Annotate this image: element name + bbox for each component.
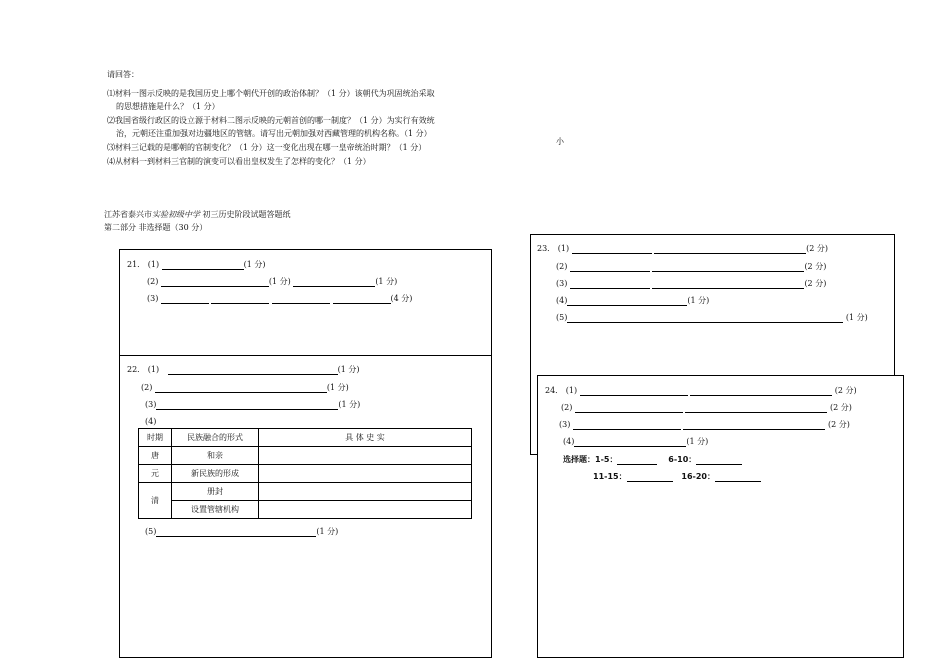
q23-row-1 <box>537 244 828 254</box>
q23-row-2 <box>556 262 826 272</box>
q22-label-4: (4) <box>145 417 157 426</box>
choice-label: 选择题： <box>563 455 595 464</box>
q23-label-1: (1) <box>557 244 570 253</box>
q24-score-3: (2 分) <box>827 420 850 429</box>
q24-label-1: (1) <box>565 386 578 395</box>
q24-score-4: (1 分) <box>686 437 709 446</box>
q21-answer-2b[interactable] <box>293 277 375 287</box>
q22-number: 22． <box>127 365 146 374</box>
q22-score-5: (1 分) <box>316 527 339 536</box>
q22-label-1: (1) <box>147 365 160 374</box>
question-2-line-2: 治，元朝还注重加强对边疆地区的管辖。请写出元朝加强对西藏管理的机构名称。（1 分） <box>116 129 432 138</box>
q21-answer-3d[interactable] <box>333 294 391 304</box>
q24-row-4 <box>563 437 708 447</box>
question-3: ⑶材料三记载的是哪朝的官制变化？（1 分）这一变化出现在哪一皇帝统治时期？（1 分） <box>107 143 427 152</box>
question-1-line-1: ⑴材料一图示反映的是我国历史上哪个朝代开创的政治体制？（1 分）该朝代为巩固统治采取 <box>107 89 435 98</box>
q22-score-1: (1 分) <box>337 365 360 374</box>
question-2-line-1: ⑵我国省级行政区的设立源于材料二图示反映的元朝首创的哪一制度？（1 分）为实行有效统 <box>107 116 435 125</box>
table-header-facts: 具 体 史 实 <box>259 429 472 447</box>
q23-score-3: (2 分) <box>804 279 827 288</box>
table-fact-tang[interactable] <box>259 447 472 465</box>
q21-row-3 <box>147 294 412 304</box>
q23-answer-3a[interactable] <box>570 279 650 289</box>
q22-row-3 <box>145 400 360 410</box>
sheet-title-suffix: 初三历史阶段试题答题纸 <box>200 210 291 219</box>
q24-label-3: (3) <box>559 420 571 429</box>
q23-score-5: (1 分) <box>845 313 868 322</box>
q21-number: 21． <box>127 260 146 269</box>
q23-answer-1a[interactable] <box>572 244 652 254</box>
q21-answer-2a[interactable] <box>161 277 269 287</box>
q24-answer-3b[interactable] <box>683 420 825 430</box>
q21-score-3: (4 分) <box>390 294 413 303</box>
q21-score-1: (1 分) <box>243 260 266 269</box>
q23-answer-5[interactable] <box>567 313 843 323</box>
q23-score-4: (1 分) <box>687 296 710 305</box>
q21-row-1 <box>127 260 266 270</box>
table-period-yuan: 元 <box>139 465 172 483</box>
q24-row-3 <box>559 420 850 430</box>
q21-score-2a: (1 分) <box>268 277 291 286</box>
q21-label-3: (3) <box>147 294 159 303</box>
table-fact-yuan[interactable] <box>259 465 472 483</box>
question-4: ⑷从材料一到材料三官制的演变可以看出皇权发生了怎样的变化？（1 分） <box>107 157 371 166</box>
q23-answer-1b[interactable] <box>654 244 806 254</box>
q24-score-2: (2 分) <box>829 403 852 412</box>
q23-label-2: (2) <box>556 262 568 271</box>
stray-character: 小 <box>556 137 564 146</box>
q24-answer-2a[interactable] <box>575 403 683 413</box>
table-header-form: 民族融合的形式 <box>172 429 259 447</box>
choice-range-6-10: 6-10： <box>668 455 697 464</box>
q22-label-5: (5) <box>145 527 157 536</box>
choice-range-11-15: 11-15： <box>593 472 627 481</box>
q21-label-2: (2) <box>147 277 159 286</box>
q23-label-4: (4) <box>556 296 568 305</box>
q21-label-1: (1) <box>147 260 160 269</box>
table-period-qing: 清 <box>139 483 172 519</box>
q23-answer-3b[interactable] <box>652 279 804 289</box>
q22-row-5 <box>145 527 338 537</box>
q21-answer-3a[interactable] <box>161 294 209 304</box>
table-form-heqin: 和亲 <box>172 447 259 465</box>
choice-range-16-20: 16-20： <box>681 472 715 481</box>
q21-answer-3b[interactable] <box>211 294 269 304</box>
q23-number: 23． <box>537 244 556 253</box>
q23-row-3 <box>556 279 826 289</box>
q21-answer-3c[interactable] <box>272 294 330 304</box>
part-heading: 第二部分 非选择题（30 分） <box>104 223 208 232</box>
choice-row-1 <box>563 455 742 465</box>
table-form-cefeng: 册封 <box>172 483 259 501</box>
q24-label-2: (2) <box>561 403 573 412</box>
sheet-title <box>104 210 291 220</box>
q24-row-2 <box>561 403 852 413</box>
choice-row-2 <box>593 472 761 482</box>
q23-answer-2b[interactable] <box>652 262 804 272</box>
table-period-tang: 唐 <box>139 447 172 465</box>
question-1-line-2: 的思想措施是什么？（1 分） <box>116 102 220 111</box>
q24-box <box>537 375 904 658</box>
q22-answer-1[interactable] <box>168 365 338 375</box>
q24-answer-1b[interactable] <box>690 386 832 396</box>
table-form-shezhi: 设置管辖机构 <box>172 501 259 519</box>
q22-answer-2[interactable] <box>155 383 327 393</box>
table-fact-qing-1[interactable] <box>259 483 472 501</box>
q22-answer-5[interactable] <box>156 527 316 537</box>
q21-score-2b: (1 分) <box>375 277 398 286</box>
q23-row-4 <box>556 296 709 306</box>
q24-row-1 <box>545 386 857 396</box>
q21-answer-1[interactable] <box>162 260 244 270</box>
intro-text: 请回答： <box>107 70 139 79</box>
sheet-title-prefix: 江苏省泰兴市 <box>104 210 152 219</box>
q23-answer-4[interactable] <box>567 296 687 306</box>
q22-score-2: (1 分) <box>326 383 349 392</box>
q22-row-1 <box>127 365 360 375</box>
table-fact-qing-2[interactable] <box>259 501 472 519</box>
q23-label-5: (5) <box>556 313 568 322</box>
table-form-new-ethnic: 新民族的形成 <box>172 465 259 483</box>
q22-label-2: (2) <box>141 383 153 392</box>
q24-answer-1a[interactable] <box>580 386 688 396</box>
choice-answer-11-15[interactable] <box>627 472 673 482</box>
q22-row-2 <box>141 383 349 393</box>
q23-row-5 <box>556 313 868 323</box>
q24-label-4: (4) <box>563 437 575 446</box>
choice-answer-16-20[interactable] <box>715 472 761 482</box>
q22-answer-3[interactable] <box>156 400 338 410</box>
q22-table <box>138 428 472 519</box>
q22-score-3: (1 分) <box>338 400 361 409</box>
q24-answer-4[interactable] <box>574 437 686 447</box>
choice-answer-1-5[interactable] <box>617 455 657 465</box>
q24-answer-2b[interactable] <box>685 403 827 413</box>
q23-score-2: (2 分) <box>804 262 827 271</box>
q24-answer-3a[interactable] <box>573 420 681 430</box>
q23-label-3: (3) <box>556 279 568 288</box>
choice-range-1-5: 1-5： <box>595 455 618 464</box>
table-header-period: 时期 <box>139 429 172 447</box>
q22-label-3: (3) <box>145 400 157 409</box>
q23-score-1: (2 分) <box>806 244 829 253</box>
q23-answer-2a[interactable] <box>570 262 650 272</box>
q24-score-1: (2 分) <box>834 386 857 395</box>
sheet-title-school: 实验初级中学 <box>152 210 200 219</box>
q21-row-2 <box>147 277 397 287</box>
q24-number: 24． <box>545 386 564 395</box>
choice-answer-6-10[interactable] <box>696 455 742 465</box>
